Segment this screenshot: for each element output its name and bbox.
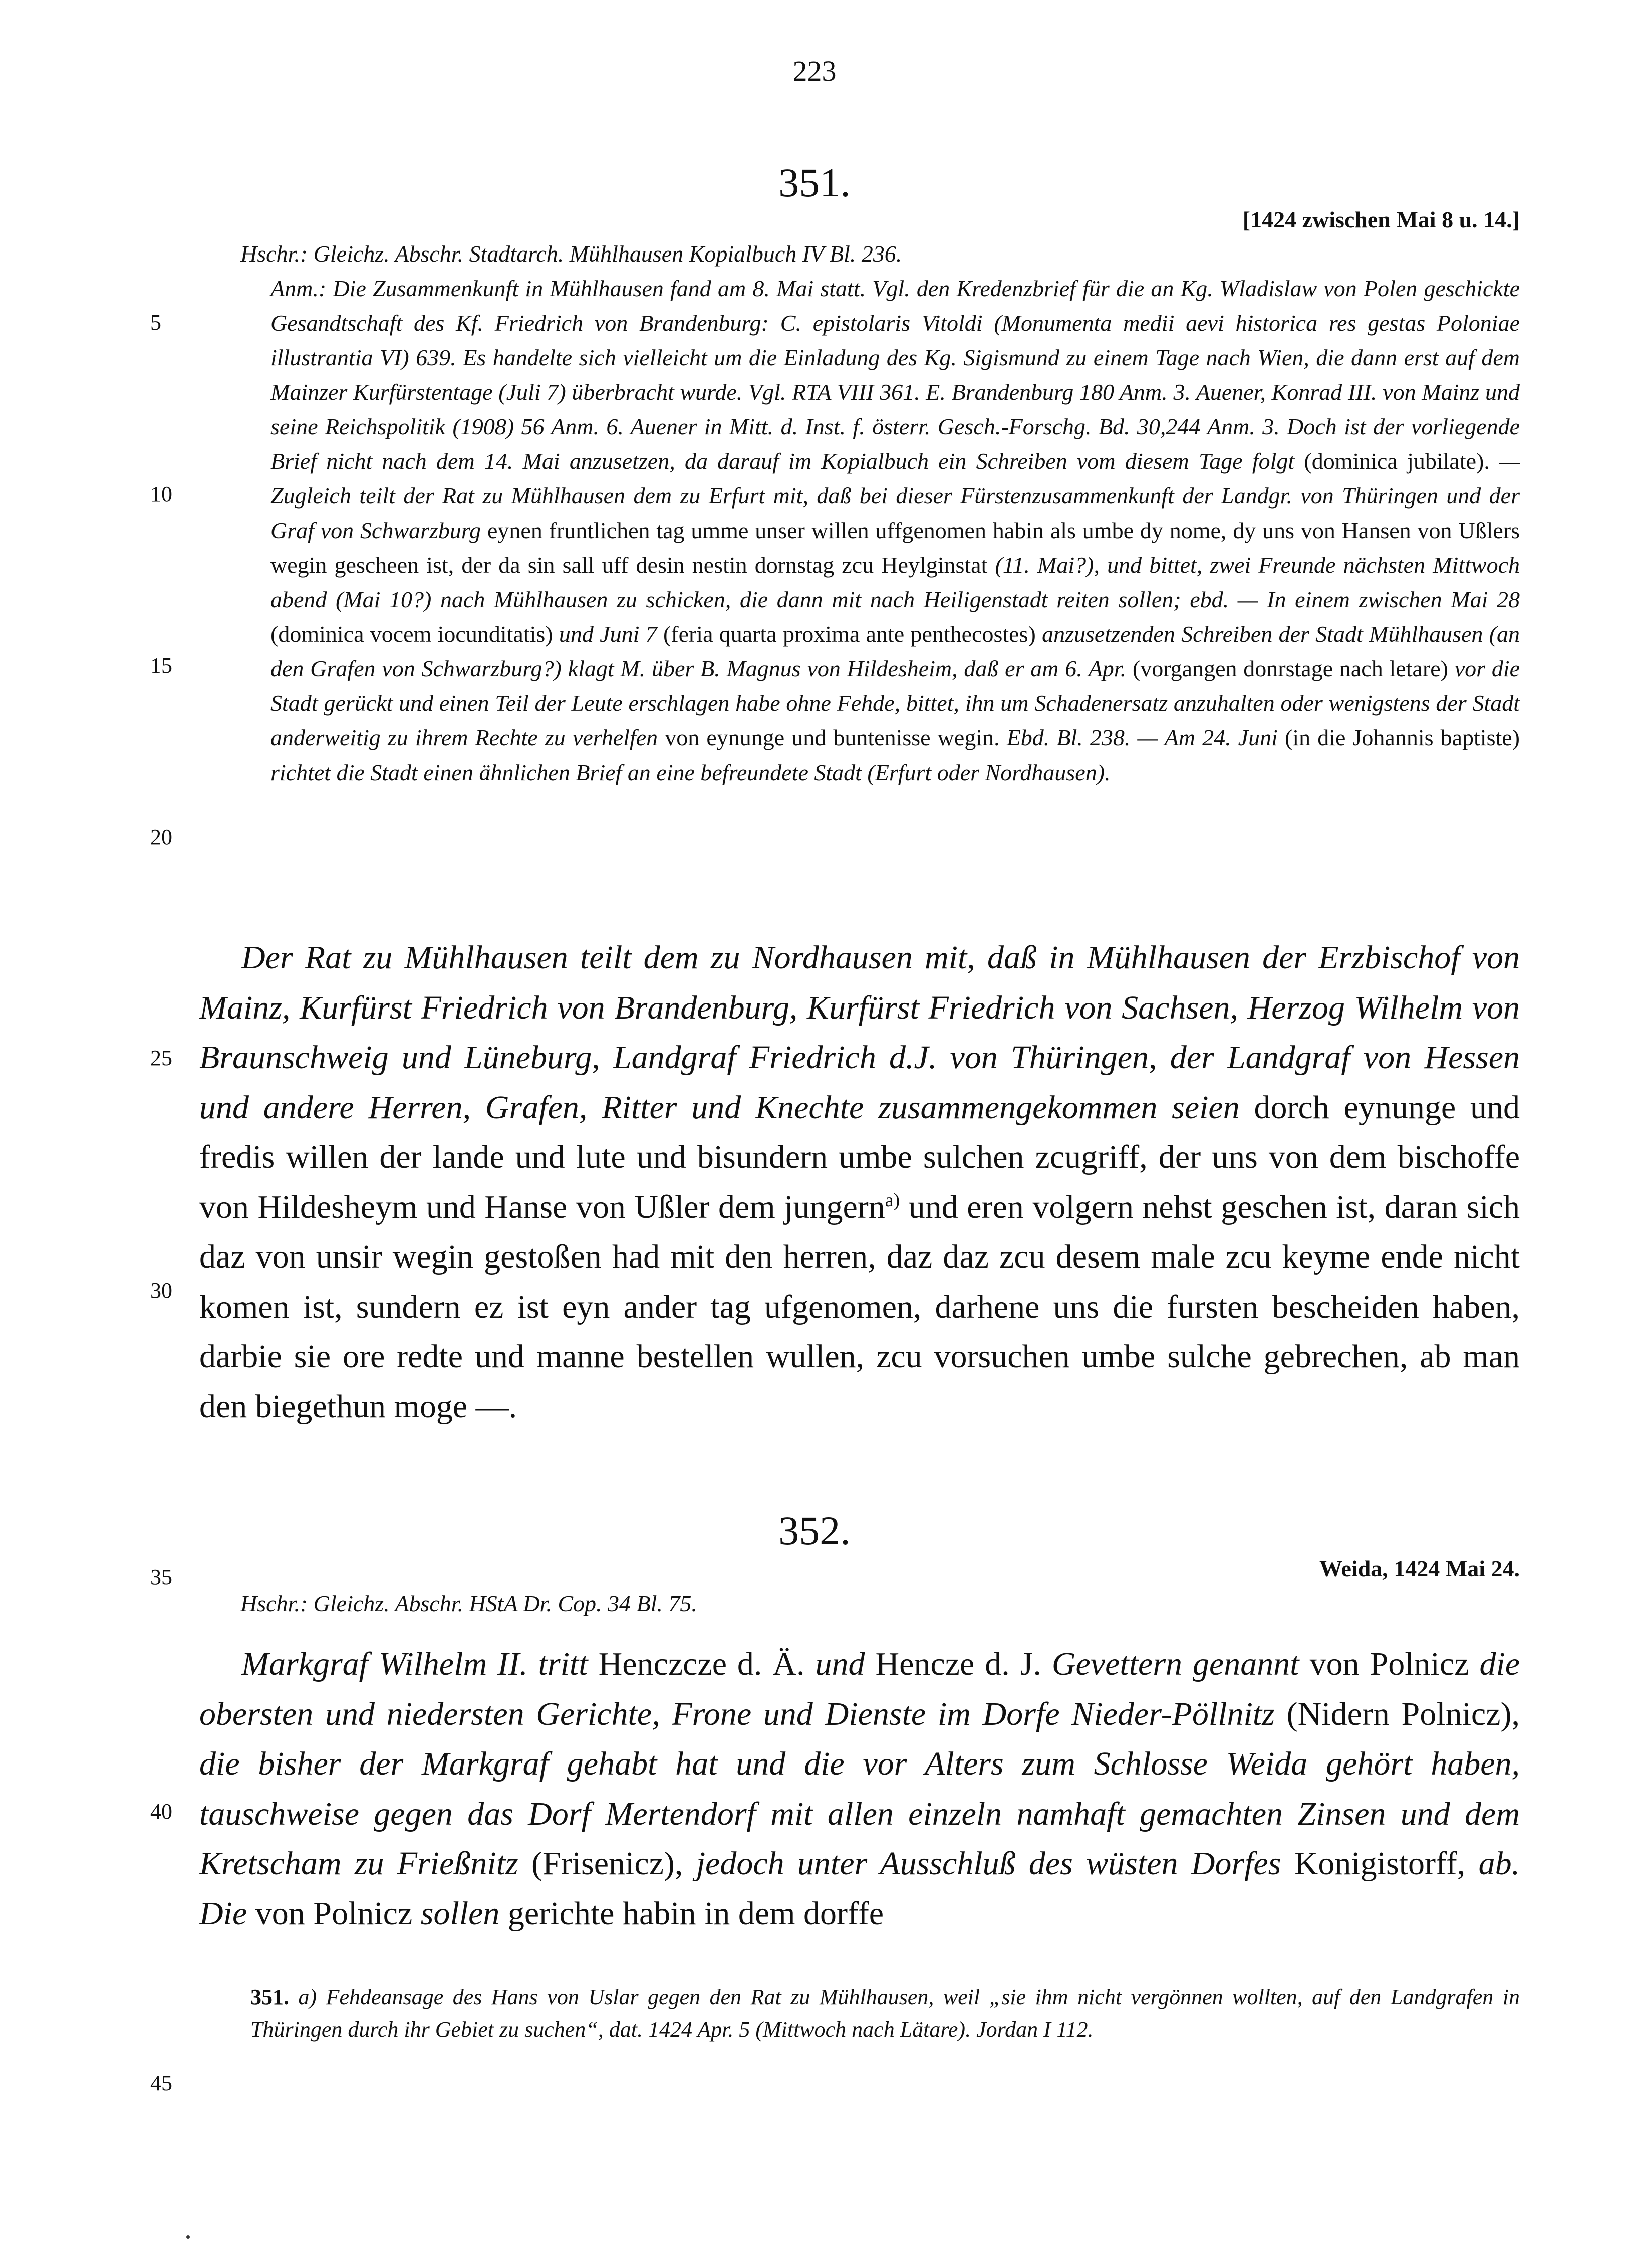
line-number-5: 5 [150,310,161,335]
anm-part-a: Anm.: Die Zusammenkunft in Mühlhausen fand am 8. Mai statt. Vgl. den Kredenzbrief für die an Kg. Wladislaw von Polen geschickte Gesandtschaft des Kf. Friedrich von Brandenburg: C. epistolaris Vitoldi (Monumenta medii aevi historica res gestas Poloniae illustrantia VI) 639. Es handelte sich vielleicht um die Einladung des Kg. Sigismund zu einem Tage nach Wien, die dann erst auf dem Mainzer Kurfürstentage (Juli 7) überbracht wurde. Vgl. RTA VIII 361. E. Brandenburg 180 Anm. 3. Auener, Konrad III. von Mainz und seine Reichspolitik (1908) 56 Anm. 6. Auener in Mitt. d. Inst. f. österr. Gesch.-Forschg. Bd. 30,244 Anm. 3. Doch ist der vorliegende Brief nicht nach dem 14. Mai anzusetzen, da darauf im Kopialbuch ein Schreiben vom diesem Tage folgt [270,276,1520,474]
regest-352-t9: die bisher der Markgraf gehabt hat und die vor Alters zum Schlosse Weida gehört haben, tauschweise gegen das Dorf Mertendorf mit allen einzeln namhaft gemachten Zinsen und dem Kretscham zu Frießnitz [199,1745,1520,1882]
anm-part-l: von eynunge und buntenisse wegin. [665,725,1000,750]
regest-352-t8: (Nidern Polnicz), [1286,1695,1520,1732]
doc-351-annotation [270,271,1520,790]
line-number-30: 30 [150,1278,172,1303]
line-number-15: 15 [150,653,172,678]
anm-part-o: richtet die Stadt einen ähnlichen Brief an eine befreundete Stadt (Erfurt oder Nordhausen). [270,760,1111,785]
anm-part-m: Ebd. Bl. 238. — Am 24. Juni [1006,725,1278,750]
anm-part-f: (dominica vocem iocunditatis) [270,621,553,647]
doc-352-regest [199,1639,1520,1938]
anm-part-e: (11. Mai?), und bittet, zwei Freunde nächsten Mittwoch abend (Mai 10?) nach Mühlhausen zu schicken, die dann mit nach Heiligenstadt reiten sollen; ebd. — In einem zwischen Mai 28 [270,552,1520,612]
regest-352-t13: ab. Die [199,1845,1520,1932]
footnote-text: a) Fehdeansage des Hans von Uslar gegen den Rat zu Mühlhausen, weil „sie ihm nicht vergönnen wollten, auf den Landgrafen in Thüringen durch ihr Gebiet zu suchen“, dat. 1424 Apr. 5 (Mittwoch nach Lätare). Jordan I 112. [250,1985,1520,2042]
regest-352-t2: Henczcze d. Ä. [598,1646,805,1682]
regest-351-b: dorch eynunge und fredis willen der lande und lute und bisundern umbe sulchen zcugriff, der uns von dem bischoffe von Hildesheym und Hanse von Ußler dem jungern [199,1089,1520,1225]
doc-351-apparatus [240,236,1520,790]
doc-352-apparatus [240,1586,1520,1621]
regest-352-t14: von Polnicz [255,1895,413,1932]
regest-352-t5: Gevettern genannt [1051,1646,1299,1682]
regest-351-a: Der Rat zu Mühlhausen teilt dem zu Nordhausen mit, daß in Mühlhausen der Erzbischof von Mainz, Kurfürst Friedrich von Brandenburg, Kurfürst Friedrich von Sachsen, Herzog Wilhelm von Braunschweig und Lüneburg, Landgraf Friedrich d.J. von Thüringen, der Landgraf von Hessen und andere Herren, Grafen, Ritter und Knechte zusammengekommen seien [199,939,1520,1126]
scan-speck [186,2235,190,2239]
regest-352-t12: Konigistorff, [1294,1845,1466,1882]
footnote-marker-a: a) [885,1189,900,1211]
doc-351-regest [199,933,1520,1431]
footnote-label: 351. [250,1985,289,2009]
regest-352-t15: sollen [420,1895,500,1932]
line-number-20: 20 [150,825,172,849]
regest-352-t4: Hencze d. J. [875,1646,1041,1682]
doc-352-date: Weida, 1424 Mai 24. [1319,1556,1520,1581]
regest-352-t1: Markgraf Wilhelm II. tritt [241,1646,588,1682]
anm-part-c: — Zugleich teilt der Rat zu Mühlhausen dem zu Erfurt mit, daß bei dieser Fürstenzusammenkunft der Landgr. von Thüringen und der Graf von Schwarzburg [270,448,1520,543]
regest-352-t11: jedoch unter Ausschluß des wüsten Dorfes [696,1845,1281,1882]
regest-352-t10: (Frisenicz), [531,1845,683,1882]
line-number-45: 45 [150,2071,172,2095]
page-number: 223 [792,55,837,87]
anm-part-k: vor die Stadt gerückt und einen Teil der Leute erschlagen habe ohne Fehde, bittet, ihn um Schadenersatz anzuhalten oder wenigstens der Stadt anderweitig zu ihrem Rechte zu verhelfen [270,656,1520,750]
doc-352-source: Hschr.: Gleichz. Abschr. HStA Dr. Cop. 34 Bl. 75. [240,1591,697,1616]
doc-number-351: 351. [778,160,851,205]
footnote-351-a [250,1981,1520,2046]
anm-part-b: (dominica jubilate). [1304,448,1490,474]
anm-part-j: (vorgangen donrstage nach letare) [1132,656,1448,681]
line-number-10: 10 [150,482,172,507]
anm-part-n: (in die Johannis baptiste) [1285,725,1520,750]
regest-352-t6: von Polnicz [1309,1646,1469,1682]
regest-352-t7: die obersten und niedersten Gerichte, Frone und Dienste im Dorfe Nieder-Pöllnitz [199,1646,1520,1732]
doc-351-date: [1424 zwischen Mai 8 u. 14.] [1242,207,1520,232]
regest-351-c: und eren volgern nehst geschen ist, daran sich daz von unsir wegin gestoßen had mit den herren, daz daz zcu desem male zcu keyme ende nicht komen ist, sundern ez ist eyn ander tag ufgenomen, darhene uns die fursten bescheiden haben, darbie sie ore redte und manne bestellen wullen, zcu vorsuchen umbe sulche gebrechen, ab man den biegethun moge —. [199,1188,1520,1425]
regest-352-t16: gerichte habin in dem dorffe [507,1895,884,1932]
doc-number-352: 352. [778,1507,851,1553]
anm-part-g: und Juni 7 [559,621,657,647]
anm-part-i: anzusetzenden Schreiben der Stadt Mühlhausen (an den Grafen von Schwarzburg?) klagt M. über B. Magnus von Hildesheim, daß er am 6. Apr. [270,621,1520,681]
doc-351-source: Hschr.: Gleichz. Abschr. Stadtarch. Mühlhausen Kopialbuch IV Bl. 236. [240,241,902,267]
line-number-25: 25 [150,1046,172,1070]
anm-part-d: eynen fruntlichen tag umme unser willen uffgenomen habin als umbe dy nome, dy uns von Hansen von Ußlers wegin gescheen ist, der da sin sall uff desin nestin dornstag zcu Heylginstat [270,518,1520,578]
line-number-35: 35 [150,1565,172,1589]
regest-352-t3: und [815,1646,865,1682]
anm-part-h: (feria quarta proxima ante penthecostes) [663,621,1036,647]
line-number-40: 40 [150,1799,172,1824]
